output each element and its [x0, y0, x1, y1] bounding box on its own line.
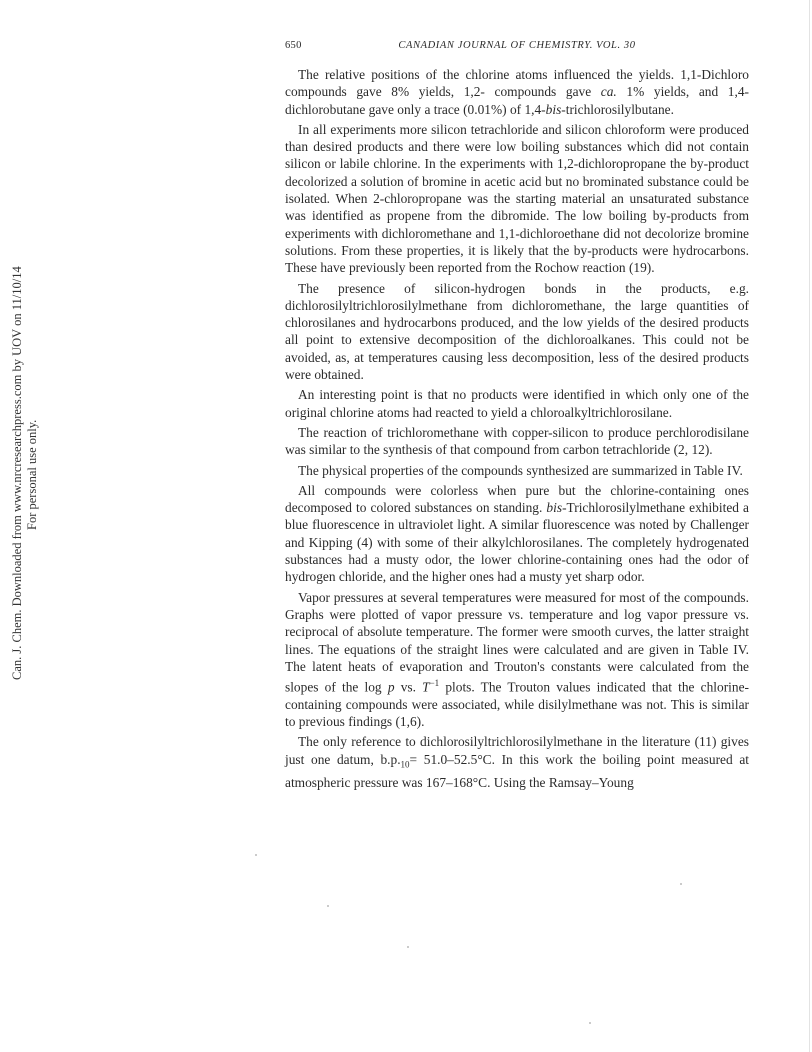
page-number: 650 — [285, 40, 302, 51]
watermark-line-2: For personal use only. — [25, 419, 39, 530]
watermark-line-1: Can. J. Chem. Downloaded from www.nrcresearchpress.com by UOV on 11/10/14 — [10, 266, 24, 680]
scan-speck — [327, 905, 329, 907]
scan-speck — [680, 883, 682, 885]
scan-edge-line — [809, 0, 810, 1052]
paragraph-yields: The relative positions of the chlorine atoms influenced the yields. 1,1-Dichloro compounds gave 8% yields, 1,2- compounds gave ca. 1% yields, and 1,4-dichlorobutane gave only a trace (0.01%) of 1,4-bis-trichlorosilylbutane. — [285, 67, 750, 117]
page-header — [285, 40, 749, 54]
paragraph-trichloromethane: The reaction of trichloromethane with copper-silicon to produce perchlorodisilane was similar to the synthesis of that compound from carbon tetrachloride (2, 12). — [285, 424, 749, 458]
running-head: CANADIAN JOURNAL OF CHEMISTRY. VOL. 30 — [398, 40, 636, 51]
scan-speck — [589, 1022, 591, 1024]
paragraph-vapor-pressures: Vapor pressures at several temperatures were measured for most of the compounds. Graphs were plotted of vapor pressure vs. temperature and log vapor pressure vs. reciprocal of absolute temperature. The former were smooth curves, the latter straight lines. The equations of the straight lines were calculated and are given in Table IV. The latent heats of evaporation and Trouton's constants were calculated from the slopes of the log p vs. $T^{-1}$ plots. The Trouton values indicated that the chlorine-containing compounds were associated, while disilylmethane was not. This is similar to previous findings (1,6). — [285, 589, 750, 730]
paragraph-physical-properties: The physical properties of the compounds synthesized are summarized in Table IV. — [298, 462, 743, 478]
paragraph-silicon-hydrogen: The presence of silicon-hydrogen bonds in the products, e.g. dichlorosilyltrichlorosilylmethane from dichloromethane, the large quantities of chlorosilanes and hydrocarbons produced, and the low yields of the desired products all point to extensive decomposition of the dichloroalkanes. This could not be avoided, as, at temperatures causing less decomposition, less of the desired products were obtained. — [285, 280, 749, 383]
article-body — [285, 66, 749, 791]
paragraph-interesting-point: An interesting point is that no products were identified in which only one of the original chlorine atoms had reacted to yield a chloroalkyltrichlorosilane. — [285, 387, 749, 420]
scan-speck — [255, 854, 257, 856]
scan-speck — [407, 946, 409, 948]
paragraph-colorless: All compounds were colorless when pure but the chlorine-containing ones decomposed to colored substances on standing. bis-Trichlorosilylmethane exhibited a blue fluorescence in ultraviolet light. A similar fluorescence was noted by Challenger and Kipping (4) with some of their alkylchlorosilanes. The completely hydrogenated substances had a musty odor, the lower chlorine-containing ones had the odor of hydrogen chloride, and the higher ones had a musty yet sharp odor. — [285, 482, 749, 585]
paragraph-by-products: In all experiments more silicon tetrachloride and silicon chloroform were produced than desired products and there were low boiling substances which did not contain silicon or labile chlorine. In the experiments with 1,2-dichloropropane the by-product decolorized a solution of bromine in acetic acid but no brominated substance could be isolated. When 2-chloropropane was the starting material an unsaturated substance was identified as propene from the dibromide. The low boiling by-products from experiments with dichloromethane and 1,1-dichloroethane did not decolorize bromine solutions. From these properties, it is likely that the by-products were hydrocarbons. These have previously been reported from the Rochow reaction (19). — [285, 121, 749, 276]
paragraph-literature-reference: The only reference to dichlorosilyltrichlorosilylmethane in the literature (11) gives just one datum, $b.p._{10}= 51.0-52.5^\circ C$. In this work the boiling point measured at atmospheric pressure was 167–168°C. Using the Ramsay–Young — [285, 734, 749, 790]
